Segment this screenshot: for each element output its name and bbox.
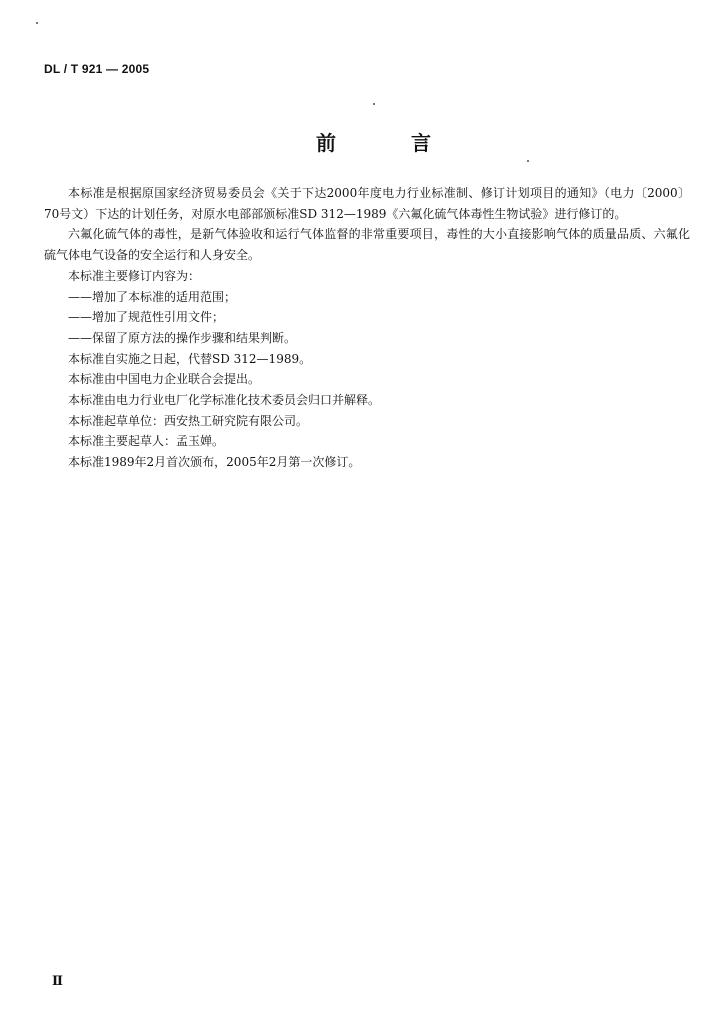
foreword-paragraph: 六氟化硫气体的毒性，是新气体验收和运行气体监督的非常重要项目，毒性的大小直接影响气体的质量品质、六氟化硫气体电气设备的安全运行和人身安全。 — [44, 227, 690, 263]
change-item: ——保留了原方法的操作步骤和结果判断。 — [68, 330, 297, 345]
statement-line: 本标准自实施之日起，代替SD 312—1989。 — [68, 351, 312, 366]
page-number: Ⅱ — [52, 973, 63, 988]
statement-line: 本标准主要起草人：孟玉婵。 — [68, 434, 225, 449]
scan-speck — [36, 22, 38, 24]
scan-speck — [373, 103, 375, 105]
document-code: DL / T 921 — 2005 — [44, 62, 150, 76]
change-item: ——增加了本标准的适用范围； — [68, 289, 237, 304]
changes-intro: 本标准主要修订内容为： — [68, 268, 201, 283]
foreword-body — [44, 183, 690, 473]
page-title: 前 言 — [316, 131, 465, 155]
statement-line: 本标准1989年2月首次颁布，2005年2月第一次修订。 — [68, 455, 361, 470]
foreword-paragraph: 本标准是根据原国家经济贸易委员会《关于下达2000年度电力行业标准制、修订计划项目的通知》（电力〔2000〕70号文）下达的计划任务，对原水电部部颁标准SD 312—1989《六氟化硫气体毒性生物试验》进行修订的。 — [44, 186, 690, 221]
scan-speck — [527, 160, 529, 162]
statement-line: 本标准由中国电力企业联合会提出。 — [68, 372, 261, 387]
statement-line: 本标准由电力行业电厂化学标准化技术委员会归口并解释。 — [68, 393, 381, 408]
change-item: ——增加了规范性引用文件； — [68, 310, 225, 325]
statement-line: 本标准起草单位：西安热工研究院有限公司。 — [68, 413, 309, 428]
